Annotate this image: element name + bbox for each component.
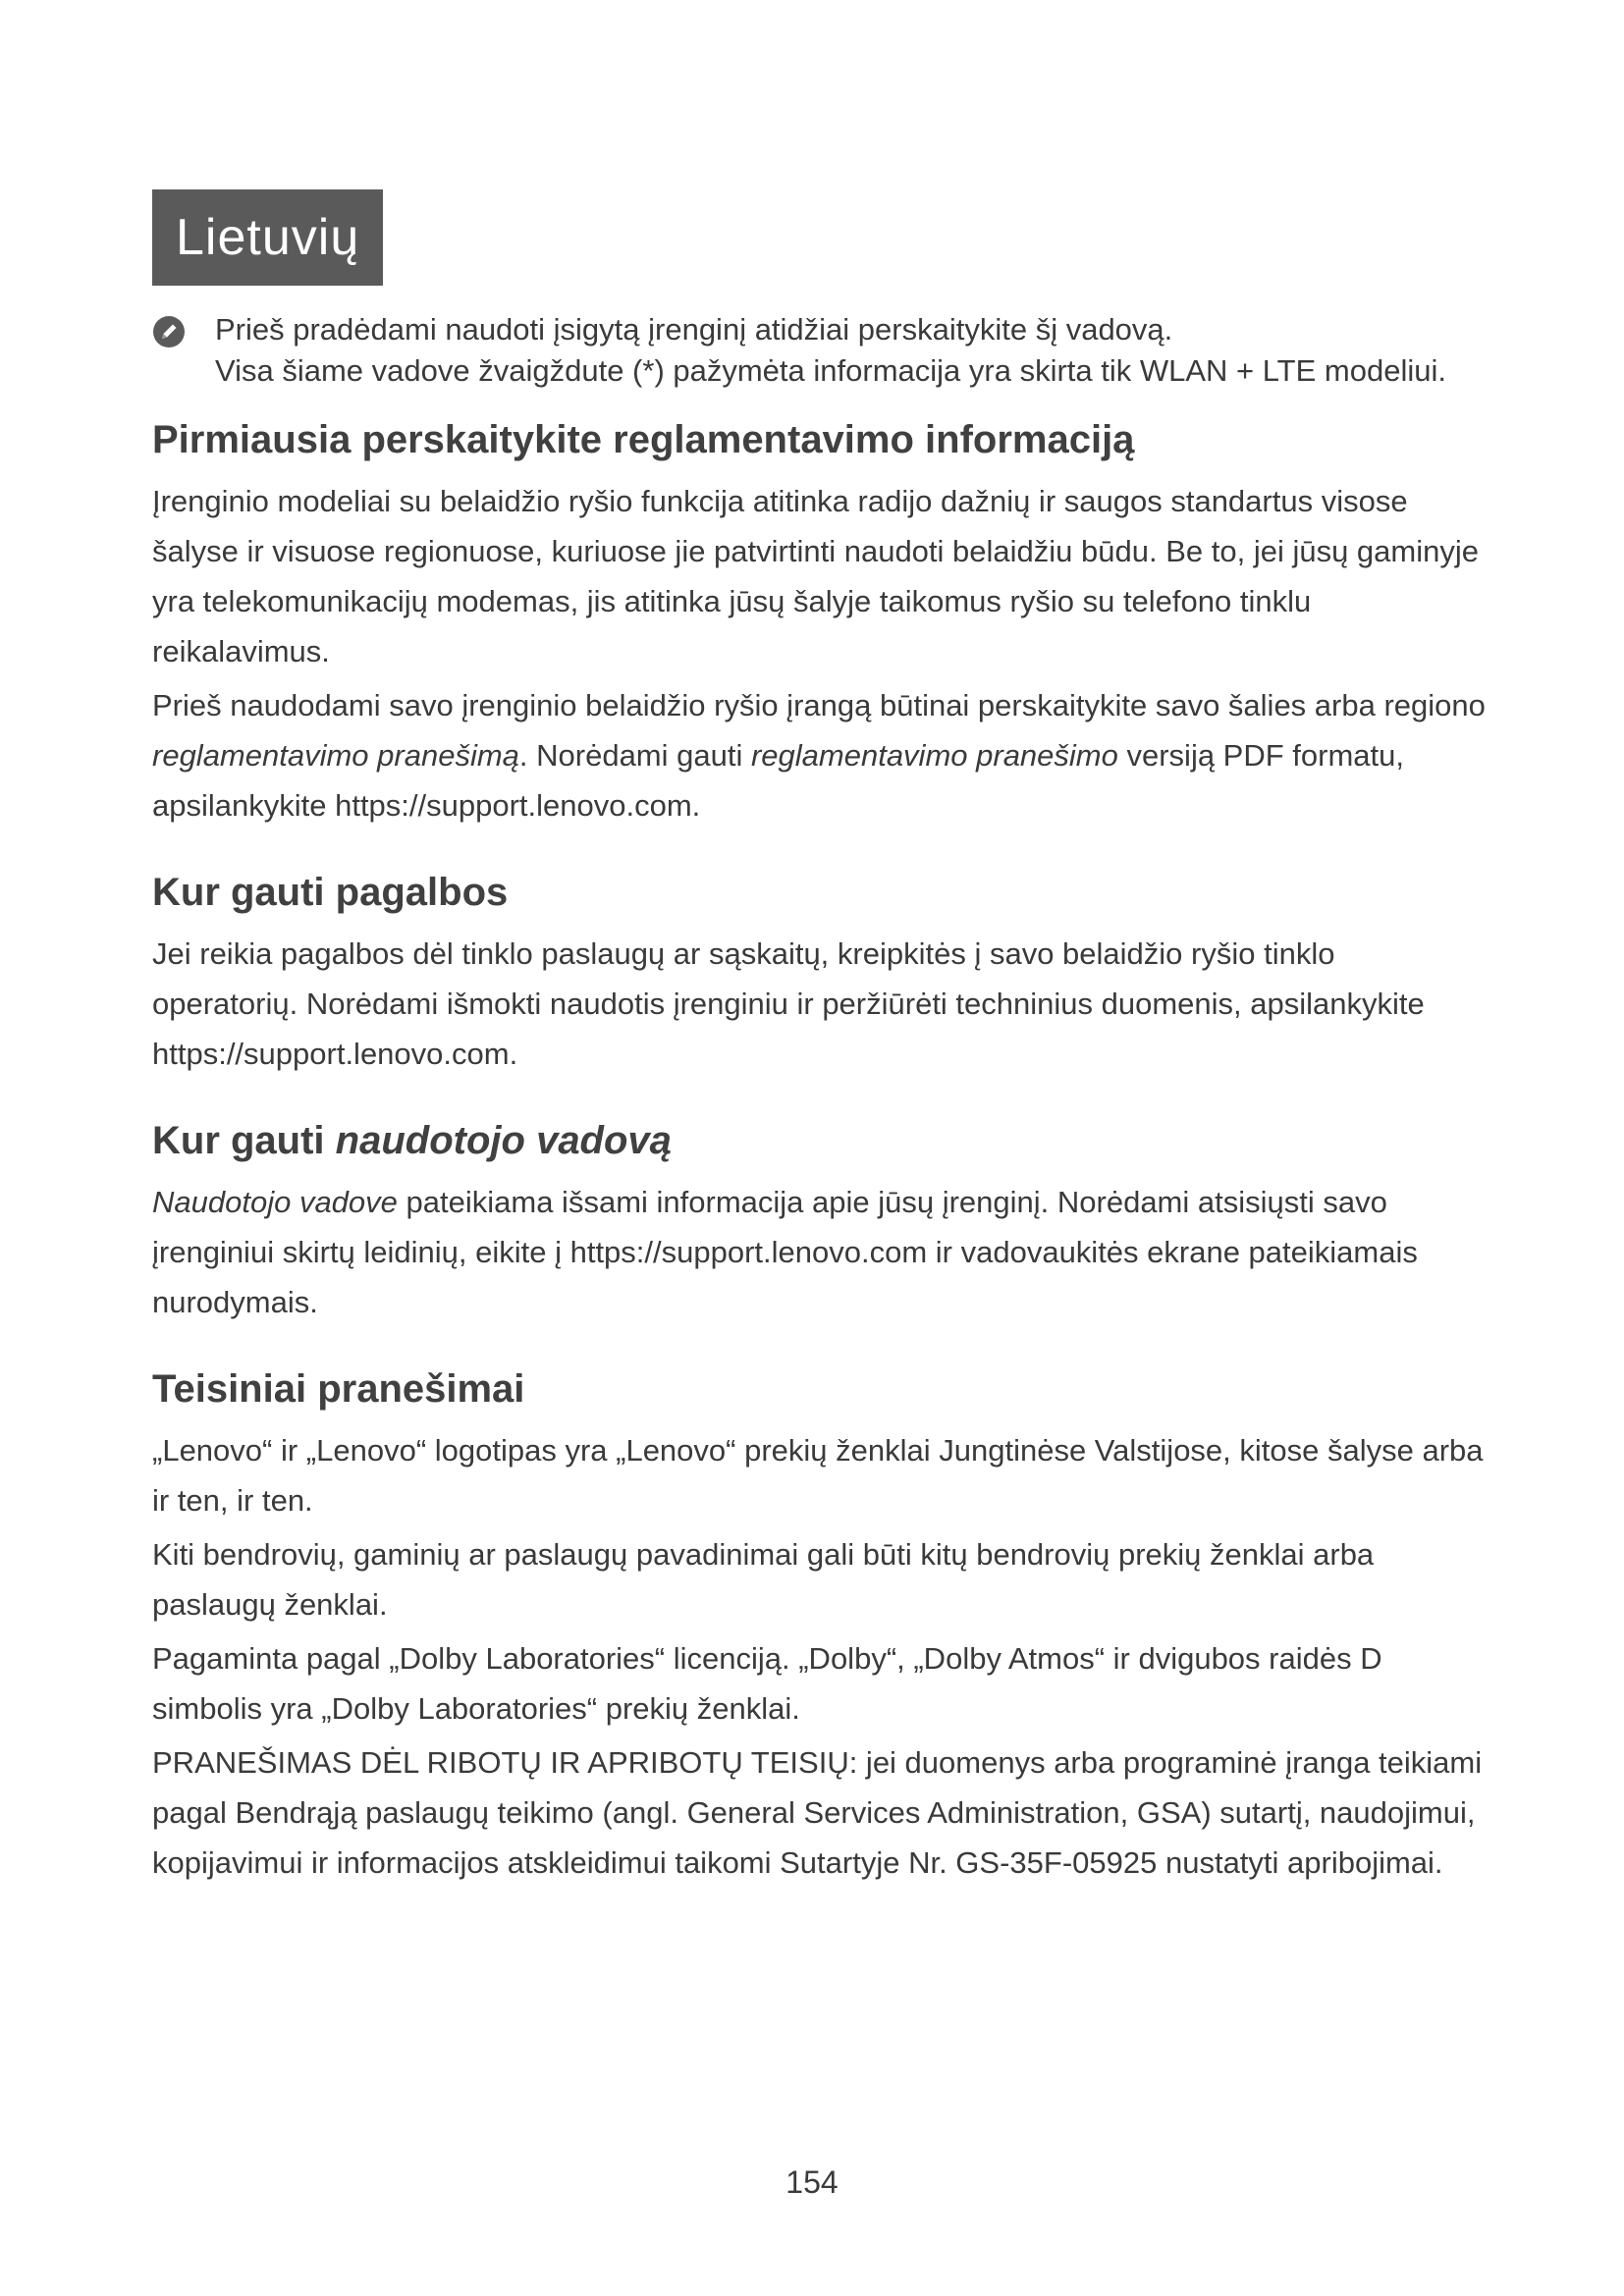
heading-legal: Teisiniai pranešimai <box>152 1367 525 1411</box>
note-line-2: Visa šiame vadove žvaigždute (*) pažymėta informacija yra skirta tik WLAN + LTE modeliui. <box>215 353 1446 388</box>
intro-note <box>152 309 1488 392</box>
user-guide-heading-text: Kur gauti <box>152 1119 336 1162</box>
user-guide-p-emphasis: Naudotojo vadove <box>152 1185 398 1219</box>
legal-paragraph-4: PRANEŠIMAS DĖL RIBOTŲ IR APRIBOTŲ TEISIŲ: jei duomenys arba programinė įranga teikiami pagal Bendrąją paslaugų teikimo (angl. General Services Administration, GSA) sutartį, naudojimui, kopijavimui ir informacijos atskleidimui taikomi Sutartyje Nr. GS-35F-05925 nustatyti apribojimai. <box>152 1745 1483 1880</box>
user-guide-paragraph <box>152 1177 1488 1327</box>
note-line-1: Prieš pradėdami naudoti įsigytą įrenginį atidžiai perskaitykite šį vadovą. <box>215 312 1173 347</box>
regulatory-p2-emphasis-1: reglamentavimo pranešimą <box>152 738 519 773</box>
user-guide-p-text: pateikiama išsami informacija apie jūsų įrenginį. Norėdami atsisiųsti savo įrenginiui skirtų leidinių, eikite į https://support.lenovo.com ir vadovaukitės ekrane pateikiamais nurodymais. <box>152 1185 1418 1319</box>
heading-user-guide <box>152 1114 1488 1167</box>
regulatory-p2-text-c: versiją PDF formatu, apsilankykite https://support.lenovo.com. <box>152 738 1404 823</box>
regulatory-paragraph-2 <box>152 680 1488 830</box>
language-tab: Lietuvių <box>152 189 383 286</box>
regulatory-p2-emphasis-2: reglamentavimo pranešimo <box>750 738 1118 773</box>
regulatory-paragraph-1: Įrenginio modeliai su belaidžio ryšio funkcija atitinka radijo dažnių ir saugos standartus visose šalyse ir visuose regionuose, kuriuose jie patvirtinti naudoti belaidžiu būdu. Be to, jei jūsų gaminyje yra telekomunikacijų modemas, jis atitinka jūsų šalyje taikomus ryšio su telefono tinklu reikalavimus. <box>152 484 1479 668</box>
help-paragraph: Jei reikia pagalbos dėl tinklo paslaugų ar sąskaitų, kreipkitės į savo belaidžio ryšio tinklo operatorių. Norėdami išmokti naudotis įrenginiu ir peržiūrėti techninius duomenis, apsilankykite https://support.lenovo.com. <box>152 936 1425 1071</box>
legal-paragraph-2: Kiti bendrovių, gaminių ar paslaugų pavadinimai gali būti kitų bendrovių prekių ženklai arba paslaugų ženklai. <box>152 1537 1375 1622</box>
page-content <box>152 189 1488 1892</box>
user-guide-heading-emphasis: naudotojo vadovą <box>335 1119 672 1162</box>
legal-paragraph-3: Pagaminta pagal „Dolby Laboratories“ licenciją. „Dolby“, „Dolby Atmos“ ir dvigubos raidės D simbolis yra „Dolby Laboratories“ prekių ženklai. <box>152 1641 1382 1726</box>
page-number: 154 <box>785 2164 839 2200</box>
regulatory-p2-text-a: Prieš naudodami savo įrenginio belaidžio ryšio įrangą būtinai perskaitykite savo šalies arba regiono <box>152 688 1486 722</box>
legal-paragraph-1: „Lenovo“ ir „Lenovo“ logotipas yra „Lenovo“ prekių ženklai Jungtinėse Valstijose, kitose šalyse arba ir ten, ir ten. <box>152 1433 1484 1518</box>
pencil-note-icon <box>152 315 186 348</box>
heading-help: Kur gauti pagalbos <box>152 871 509 914</box>
heading-regulatory: Pirmiausia perskaitykite reglamentavimo informaciją <box>152 418 1135 461</box>
regulatory-p2-text-b: . Norėdami gauti <box>518 738 751 773</box>
